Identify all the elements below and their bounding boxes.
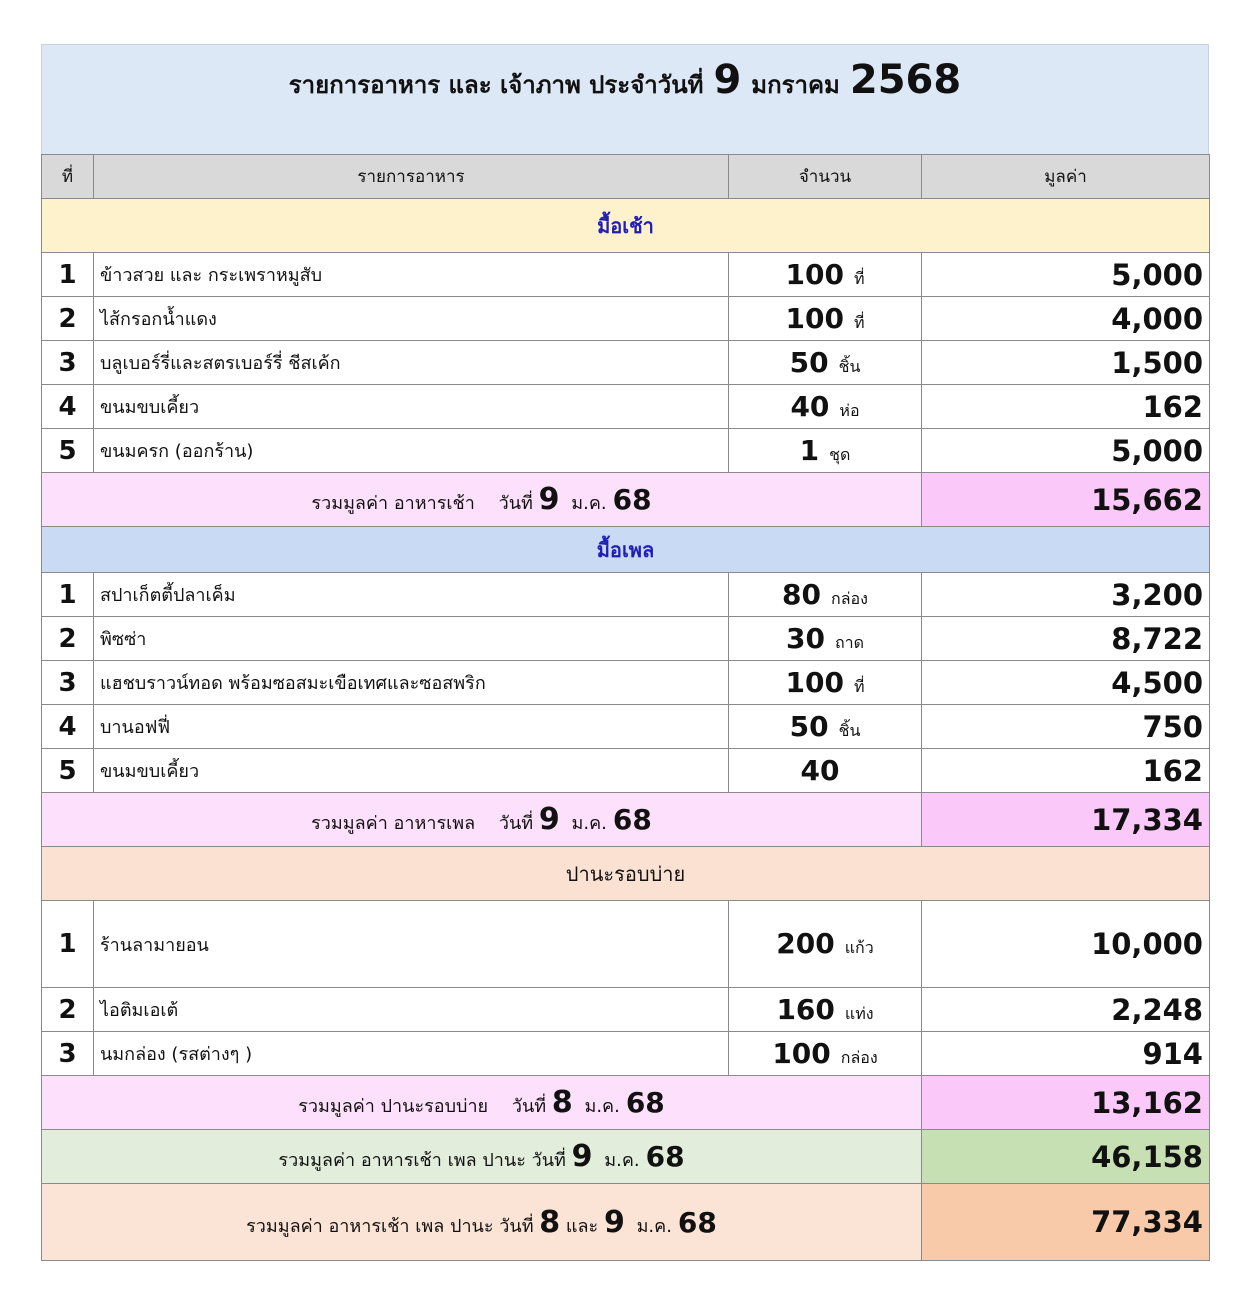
grand-total [42, 1184, 1210, 1261]
row-qty [729, 705, 922, 749]
subtotal-breakfast [42, 473, 1210, 527]
row-item: ขนมขบเคี้ยว [94, 749, 729, 793]
row-item: บลูเบอร์รี่และสตรเบอร์รี่ ชีสเค้ก [94, 341, 729, 385]
total-amount: 46,158 [922, 1130, 1210, 1184]
subtotal-text: รวมมูลค่า อาหารเช้า [311, 493, 475, 514]
grand-total-text: รวมมูลค่า อาหารเช้า เพล ปานะ [246, 1215, 494, 1237]
row-value: 162 [922, 749, 1210, 793]
total-text: รวมมูลค่า อาหารเช้า เพล ปานะ [278, 1150, 526, 1171]
row-qty [729, 617, 922, 661]
row-item: นมกล่อง (รสต่างๆ ) [94, 1032, 729, 1076]
subtotal-day: 9 [538, 482, 560, 517]
header-item: รายการอาหาร [94, 155, 729, 199]
qty-number: 100 [772, 1036, 831, 1070]
section-drinks [42, 847, 1210, 901]
grand-total-day: 8 [539, 1204, 561, 1240]
header-row [42, 155, 1210, 199]
row-value: 10,000 [922, 901, 1210, 988]
day-word: วันที่ [498, 813, 534, 834]
qty-number: 200 [776, 927, 835, 960]
row-qty [729, 749, 922, 793]
table-row [42, 617, 1210, 661]
row-value: 8,722 [922, 617, 1210, 661]
subtotal-label [42, 473, 922, 527]
row-value: 4,500 [922, 661, 1210, 705]
row-qty [729, 297, 922, 341]
subtotal-month: ม.ค. [584, 1096, 620, 1117]
row-qty [729, 341, 922, 385]
row-item: ข้าวสวย และ กระเพราหมูสับ [94, 253, 729, 297]
subtotal-year: 68 [612, 803, 652, 836]
subtotal-label [42, 793, 922, 847]
total-month: ม.ค. [604, 1150, 640, 1171]
row-no: 1 [42, 901, 94, 988]
table-row [42, 429, 1210, 473]
row-no: 2 [42, 617, 94, 661]
grand-total-month: ม.ค. [636, 1215, 672, 1237]
row-qty [729, 385, 922, 429]
row-no: 3 [42, 661, 94, 705]
qty-unit: กล่อง [831, 588, 868, 608]
row-no: 2 [42, 988, 94, 1032]
menu-sheet [41, 44, 1209, 1261]
subtotal-text: รวมมูลค่า ปานะรอบบ่าย [298, 1096, 489, 1117]
qty-unit: ชิ้น [838, 720, 861, 740]
row-no: 4 [42, 385, 94, 429]
row-qty [729, 1032, 922, 1076]
table-row [42, 341, 1210, 385]
row-qty [729, 429, 922, 473]
row-qty [729, 573, 922, 617]
qty-number: 50 [789, 345, 829, 379]
row-value: 162 [922, 385, 1210, 429]
menu-table [41, 154, 1210, 1261]
row-item: ขนมขบเคี้ยว [94, 385, 729, 429]
title-band [41, 44, 1209, 154]
qty-number: 160 [776, 992, 835, 1026]
section-breakfast [42, 199, 1210, 253]
title-day: 9 [713, 57, 742, 103]
grand-total-year: 68 [677, 1205, 717, 1239]
row-value: 4,000 [922, 297, 1210, 341]
qty-number: 100 [785, 665, 844, 699]
row-item: สปาเก็ตตี้ปลาเค็ม [94, 573, 729, 617]
header-no: ที่ [42, 155, 94, 199]
grand-total-day2: 9 [603, 1204, 625, 1240]
qty-number: 50 [789, 709, 829, 743]
row-qty [729, 988, 922, 1032]
table-row [42, 749, 1210, 793]
qty-number: 40 [790, 389, 830, 423]
qty-unit: ที่ [853, 268, 865, 288]
header-qty: จำนวน [729, 155, 922, 199]
day-word: วันที่ [511, 1096, 547, 1117]
header-value: มูลค่า [922, 155, 1210, 199]
day-word: วันที่ [498, 493, 533, 514]
table-row [42, 297, 1210, 341]
subtotal-month: ม.ค. [571, 493, 607, 514]
table-row [42, 573, 1210, 617]
qty-unit: ชุด [829, 444, 851, 464]
qty-number: 100 [785, 301, 844, 335]
row-qty [729, 901, 922, 988]
subtotal-day: 9 [538, 802, 560, 837]
qty-number: 40 [800, 754, 840, 787]
grand-total-label [42, 1184, 922, 1261]
subtotal-amount: 17,334 [922, 793, 1210, 847]
row-no: 5 [42, 429, 94, 473]
table-row [42, 901, 1210, 988]
qty-unit: กล่อง [840, 1047, 878, 1067]
table-row [42, 253, 1210, 297]
qty-unit: แท่ง [844, 1003, 874, 1023]
day-word: วันที่ [499, 1215, 534, 1237]
section-heading: ปานะรอบบ่าย [42, 847, 1210, 901]
row-qty [729, 253, 922, 297]
qty-number: 1 [799, 433, 820, 467]
row-item: บานอฟฟี่ [94, 705, 729, 749]
row-no: 1 [42, 573, 94, 617]
page-title [289, 57, 961, 154]
qty-unit: ถาด [834, 632, 865, 652]
qty-unit: ห่อ [839, 400, 860, 420]
section-lunch [42, 527, 1210, 573]
row-no: 3 [42, 341, 94, 385]
qty-number: 80 [782, 577, 822, 611]
subtotal-month: ม.ค. [571, 813, 607, 834]
row-qty [729, 661, 922, 705]
subtotal-lunch [42, 793, 1210, 847]
row-item: ไอติมเอเต้ [94, 988, 729, 1032]
table-row [42, 1032, 1210, 1076]
row-item: ไส้กรอกน้ำแดง [94, 297, 729, 341]
row-no: 1 [42, 253, 94, 297]
row-value: 2,248 [922, 988, 1210, 1032]
subtotal-amount: 15,662 [922, 473, 1210, 527]
qty-unit: แก้ว [844, 938, 874, 957]
subtotal-year: 68 [612, 483, 652, 516]
row-value: 750 [922, 705, 1210, 749]
qty-unit: ชิ้น [838, 356, 861, 376]
total-day: 9 [571, 1139, 593, 1174]
table-row [42, 988, 1210, 1032]
table-row [42, 385, 1210, 429]
title-prefix: รายการอาหาร และ เจ้าภาพ ประจำวันที่ [288, 71, 704, 99]
table-row [42, 661, 1210, 705]
title-year: 2568 [849, 57, 962, 103]
row-item: ขนมครก (ออกร้าน) [94, 429, 729, 473]
row-no: 5 [42, 749, 94, 793]
qty-number: 30 [785, 621, 825, 655]
row-no: 2 [42, 297, 94, 341]
section-heading: มื้อเช้า [42, 199, 1210, 253]
total-label [42, 1130, 922, 1184]
row-value: 5,000 [922, 253, 1210, 297]
subtotal-amount: 13,162 [922, 1076, 1210, 1130]
subtotal-drinks [42, 1076, 1210, 1130]
section-heading: มื้อเพล [42, 527, 1210, 573]
qty-number: 100 [785, 257, 844, 291]
row-no: 3 [42, 1032, 94, 1076]
row-item: ร้านลามายอน [94, 901, 729, 988]
table-row [42, 705, 1210, 749]
subtotal-year: 68 [625, 1086, 665, 1119]
row-no: 4 [42, 705, 94, 749]
and-word: และ [565, 1215, 599, 1237]
total-year: 68 [645, 1140, 685, 1173]
subtotal-day: 8 [551, 1085, 573, 1120]
day-word: วันที่ [531, 1150, 566, 1171]
row-value: 3,200 [922, 573, 1210, 617]
qty-unit: ที่ [853, 312, 865, 332]
grand-total-amount: 77,334 [922, 1184, 1210, 1261]
row-value: 5,000 [922, 429, 1210, 473]
row-item: พิซซ่า [94, 617, 729, 661]
total-day9 [42, 1130, 1210, 1184]
subtotal-text: รวมมูลค่า อาหารเพล [311, 813, 476, 834]
row-value: 914 [922, 1032, 1210, 1076]
subtotal-label [42, 1076, 922, 1130]
title-month: มกราคม [751, 71, 840, 99]
qty-unit: ที่ [853, 676, 865, 696]
row-item: แฮชบราวน์ทอด พร้อมซอสมะเขือเทศและซอสพริก [94, 661, 729, 705]
row-value: 1,500 [922, 341, 1210, 385]
